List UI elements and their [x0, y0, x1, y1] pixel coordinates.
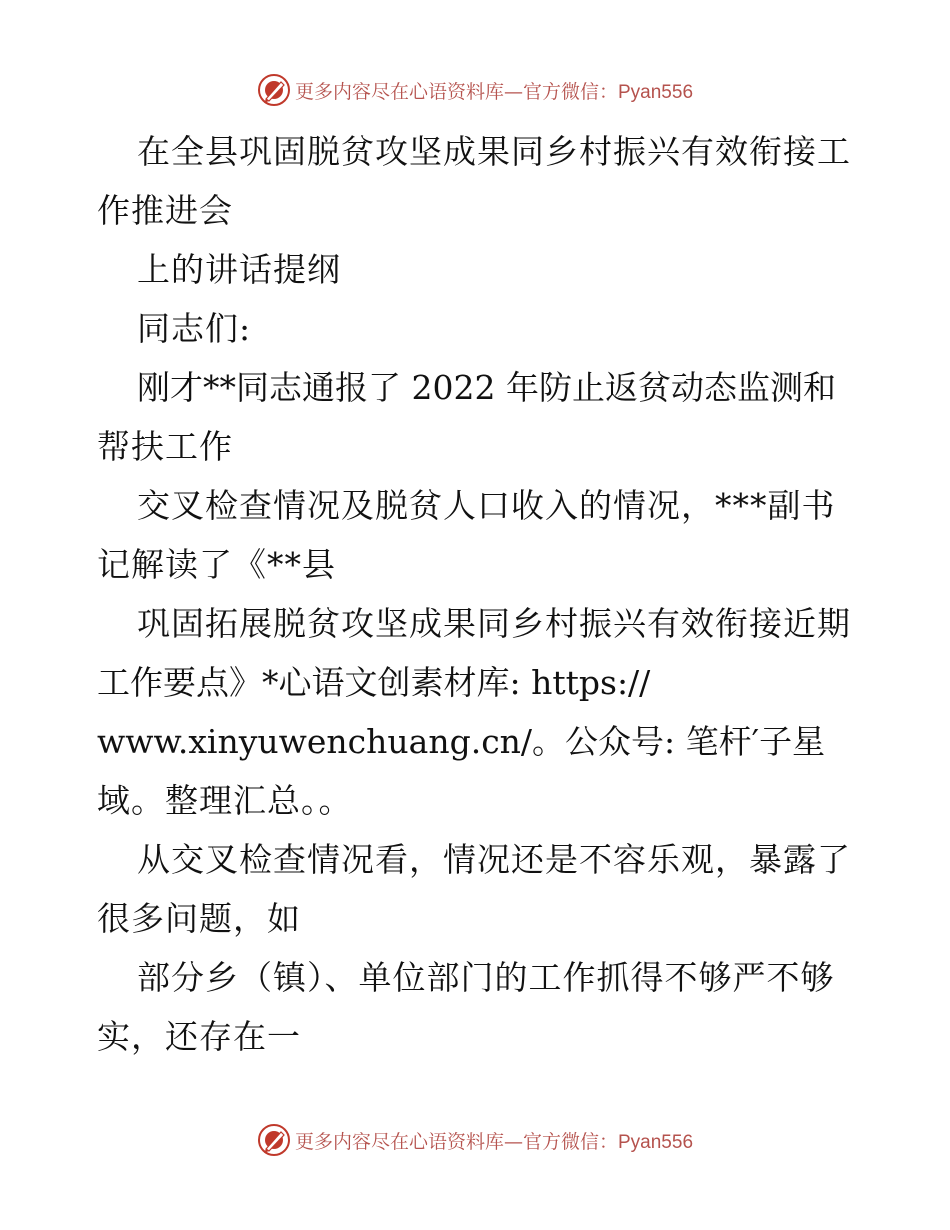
text-line: 帮扶工作 [97, 427, 233, 466]
text-line: 作推进会 [97, 191, 233, 230]
pen-logo-icon [257, 73, 291, 107]
text-line: 实，还存在一 [97, 1017, 301, 1056]
text-line: 很多问题，如 [97, 899, 301, 938]
text-line: 在全县巩固脱贫攻坚成果同乡村振兴有效衔接工 [137, 132, 851, 171]
text-line: 域。整理汇总。。 [97, 781, 353, 820]
watermark-text: 更多内容尽在心语资料库—官方微信：Pyan556 [294, 80, 694, 103]
text-line: 从交叉检查情况看，情况还是不容乐观，暴露了 [137, 840, 851, 879]
header-watermark [0, 70, 950, 110]
text-line: www.xinyuwenchuang.cn/。公众号: 笔杆′子星 [97, 722, 826, 761]
document-body [97, 122, 857, 1066]
text-line: 同志们: [137, 309, 252, 348]
text-line: 交叉检查情况及脱贫人口收入的情况，***副书 [137, 486, 836, 525]
text-line: 工作要点》*心语文创素材库: https:// [97, 663, 651, 702]
text-line: 记解读了《**县 [97, 545, 336, 584]
pen-logo-icon [257, 1123, 291, 1157]
footer-watermark [0, 1120, 950, 1160]
text-line: 上的讲话提纲 [137, 250, 341, 289]
text-line: 巩固拓展脱贫攻坚成果同乡村振兴有效衔接近期 [137, 604, 851, 643]
text-line: 刚才**同志通报了 2022 年防止返贫动态监测和 [137, 368, 836, 407]
text-line: 部分乡（镇）、单位部门的工作抓得不够严不够 [137, 958, 835, 997]
watermark-text: 更多内容尽在心语资料库—官方微信：Pyan556 [294, 1130, 694, 1153]
